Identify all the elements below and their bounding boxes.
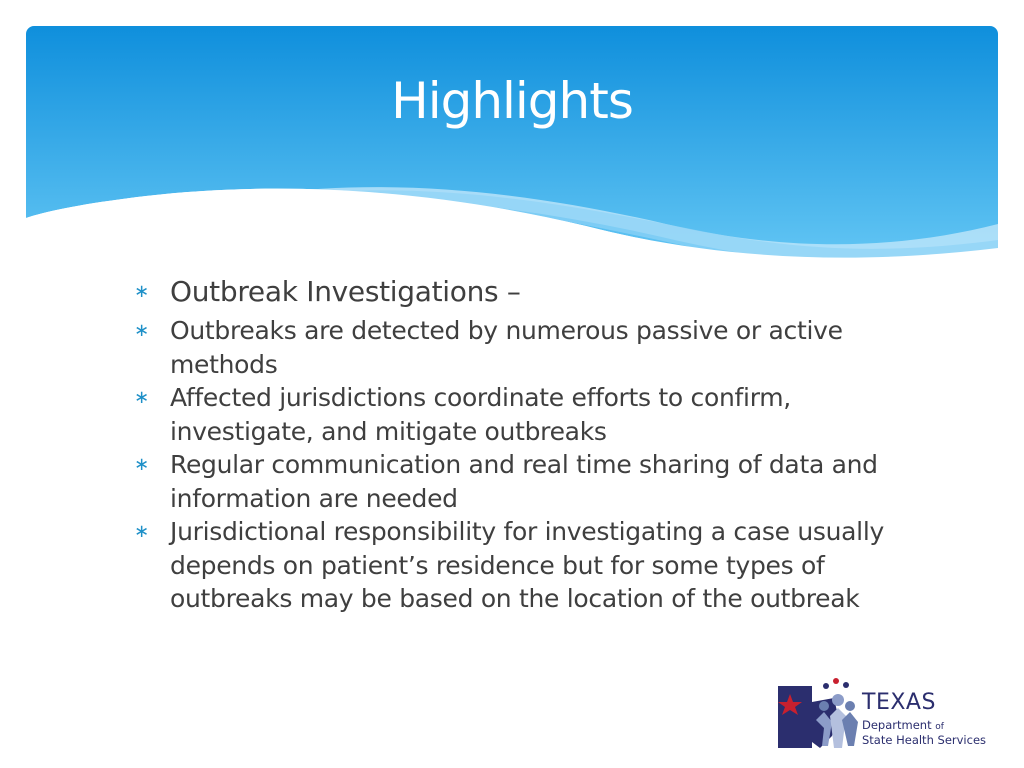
texas-figures-icon — [776, 676, 860, 752]
bullet-item — [134, 448, 934, 515]
bullet-text: Outbreaks are detected by numerous passive or active methods — [170, 316, 843, 379]
bullet-asterisk-icon: ∗ — [134, 521, 149, 542]
header-wave-graphic — [26, 26, 998, 276]
logo-title: TEXAS — [862, 690, 936, 715]
logo-line-department — [862, 718, 944, 732]
bullet-text: Jurisdictional responsibility for investigating a case usually depends on patient’s residence but for some types of outbreaks may be based on the location of the outbreak — [170, 517, 884, 613]
bullet-asterisk-icon: ∗ — [134, 387, 149, 408]
bullet-item — [134, 272, 934, 312]
bullet-asterisk-icon: ∗ — [134, 281, 149, 302]
bullet-asterisk-icon: ∗ — [134, 454, 149, 475]
bullet-asterisk-icon: ∗ — [134, 320, 149, 341]
logo-line-agency: State Health Services — [862, 733, 987, 747]
logo-department-text: Department — [862, 718, 932, 732]
header-banner — [26, 26, 998, 276]
logo-of-text: of — [935, 722, 944, 732]
dshs-logo — [776, 676, 987, 752]
slide-title: Highlights — [391, 72, 633, 130]
bullet-item — [134, 381, 934, 448]
bullet-text: Regular communication and real time sharing of data and information are needed — [170, 450, 878, 513]
bullet-text: Outbreak Investigations – — [170, 275, 521, 308]
bullet-item — [134, 515, 934, 616]
bullet-list — [134, 272, 934, 616]
bullet-text: Affected jurisdictions coordinate efforts to confirm, investigate, and mitigate outbreaks — [170, 383, 791, 446]
bullet-item — [134, 314, 934, 381]
